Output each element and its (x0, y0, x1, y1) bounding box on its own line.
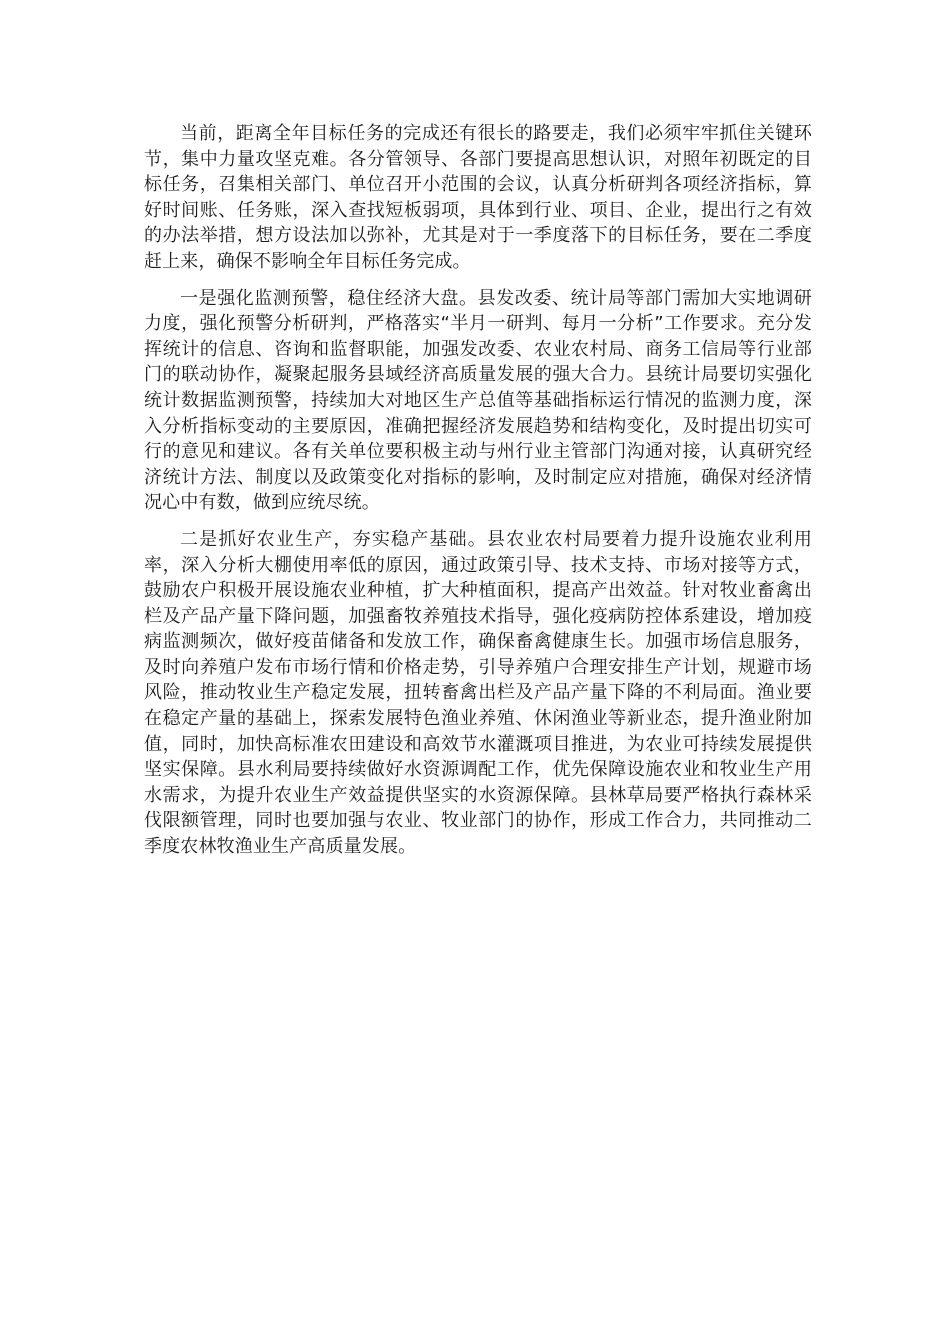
document-body (144, 121, 812, 871)
paragraph-2: 一是强化监测预警，稳住经济大盘。县发改委、统计局等部门需加大实地调研力度，强化预警分析研判，严格落实“半月一研判、每月一分析”工作要求。充分发挥统计的信息、咨询和监督职能，加强发改委、农业农村局、商务工信局等行业部门的联动协作，凝聚起服务县域经济高质量发展的强大合力。县统计局要切实强化统计数据监测预警，持续加大对地区生产总值等基础指标运行情况的监测力度，深入分析指标变动的主要原因，准确把握经济发展趋势和结构变化，及时提出切实可行的意见和建议。各有关单位要积极主动与州行业主管部门沟通对接，认真研究经济统计方法、制度以及政策变化对指标的影响，及时制定应对措施，确保对经济情况心中有数，做到应统尽统。 (144, 287, 812, 514)
paragraph-3: 二是抓好农业生产，夯实稳产基础。县农业农村局要着力提升设施农业利用率，深入分析大棚使用率低的原因，通过政策引导、技术支持、市场对接等方式，鼓励农户积极开展设施农业种植，扩大种植面积，提高产出效益。针对牧业畜禽出栏及产品产量下降问题，加强畜牧养殖技术指导，强化疫病防控体系建设，增加疫病监测频次，做好疫苗储备和发放工作，确保畜禽健康生长。加强市场信息服务，及时向养殖户发布市场行情和价格走势，引导养殖户合理安排生产计划，规避市场风险，推动牧业生产稳定发展，扭转畜禽出栏及产品产量下降的不利局面。渔业要在稳定产量的基础上，探索发展特色渔业养殖、休闲渔业等新业态，提升渔业附加值，同时，加快高标准农田建设和高效节水灌溉项目推进，为农业可持续发展提供坚实保障。县水利局要持续做好水资源调配工作，优先保障设施农业和牧业生产用水需求，为提升农业生产效益提供坚实的水资源保障。县林草局要严格执行森林采伐限额管理，同时也要加强与农业、牧业部门的协作，形成工作合力，共同推动二季度农林牧渔业生产高质量发展。 (144, 528, 812, 858)
paragraph-1: 当前，距离全年目标任务的完成还有很长的路要走，我们必须牢牢抓住关键环节，集中力量攻坚克难。各分管领导、各部门要提高思想认识，对照年初既定的目标任务，召集相关部门、单位召开小范围的会议，认真分析研判各项经济指标，算好时间账、任务账，深入查找短板弱项，具体到行业、项目、企业，提出行之有效的办法举措，想方设法加以弥补，尤其是对于一季度落下的目标任务，要在二季度赶上来，确保不影响全年目标任务完成。 (144, 123, 812, 272)
